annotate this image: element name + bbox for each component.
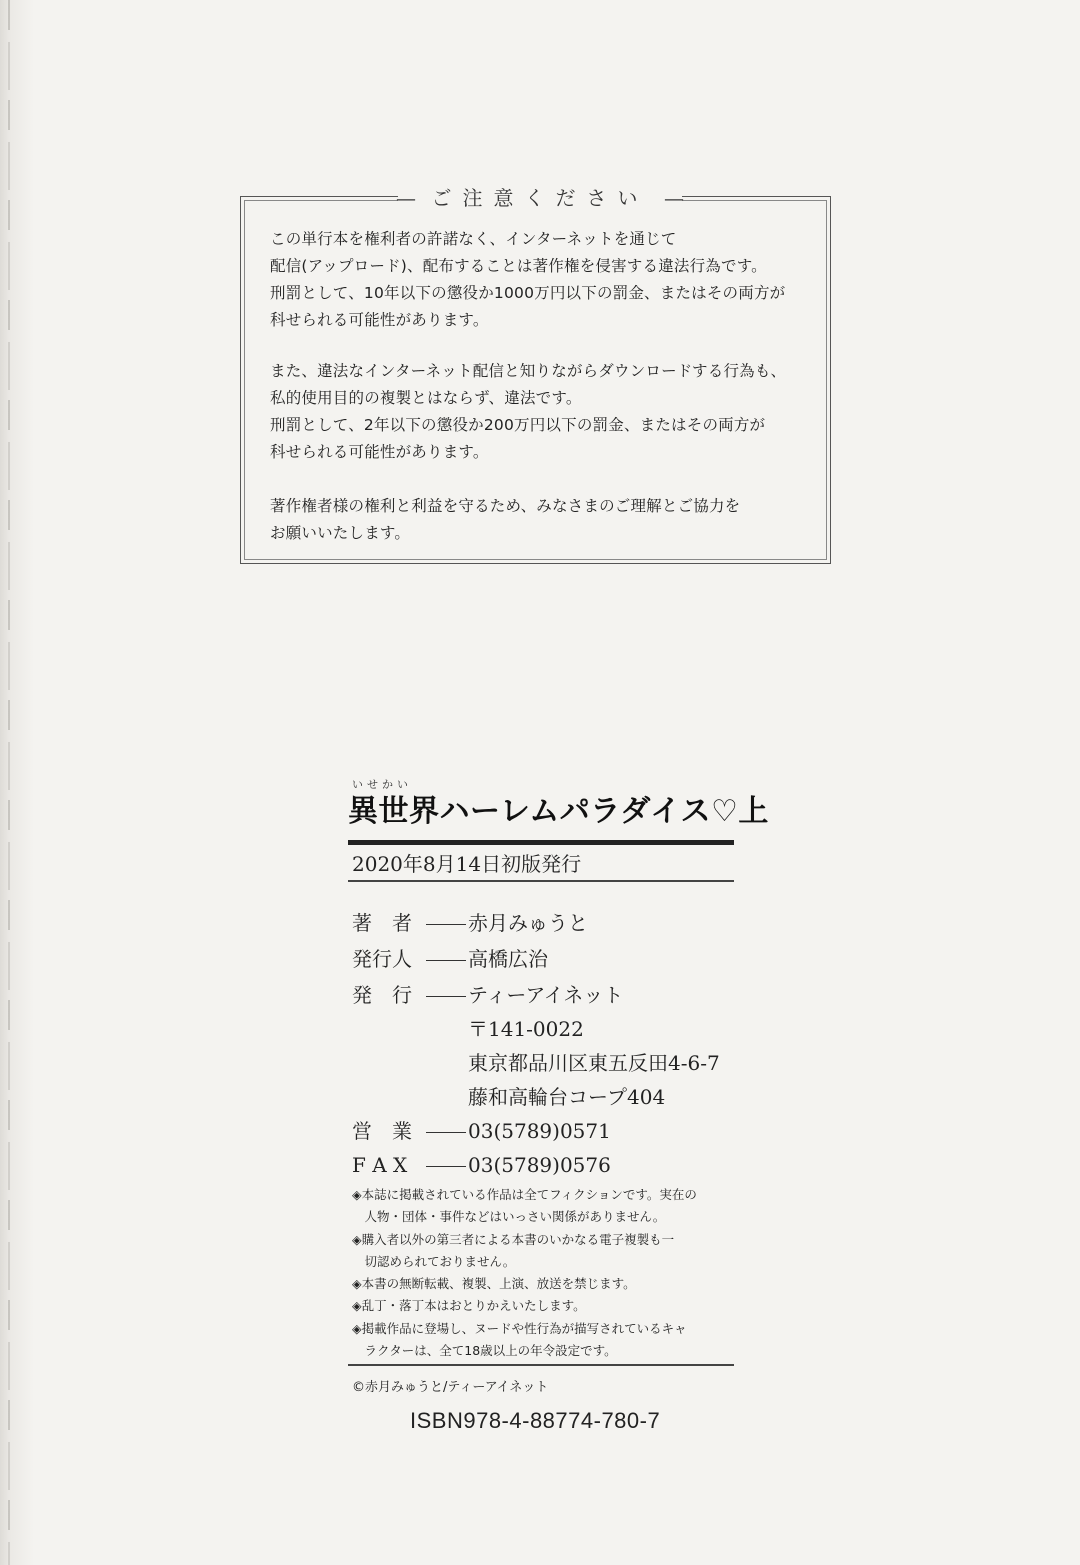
title-ruby: いせかい — [352, 778, 412, 791]
notice-line: 科せられる可能性があります。 — [270, 311, 489, 329]
note-line: ◈乱丁・落丁本はおとりかえいたします。 — [352, 1298, 586, 1314]
title-rule — [348, 840, 734, 845]
publisher-person-name: 高橋広治 — [468, 947, 548, 971]
author-label: 著 者 — [352, 911, 412, 935]
book-title: 異世界ハーレムパラダイス♡上 — [348, 794, 769, 829]
fax-label: F A X — [352, 1153, 408, 1177]
legal-notes — [352, 1184, 742, 1362]
isbn: ISBN978-4-88774-780-7 — [410, 1408, 661, 1433]
address-line-2: 藤和高輪台コープ404 — [468, 1085, 666, 1109]
sales-phone: 03(5789)0571 — [468, 1119, 611, 1143]
edition-date: 2020年8月14日初版発行 — [352, 852, 582, 876]
leader-dash — [426, 1132, 466, 1133]
notice-line: 私的使用目的の複製とはならず、違法です。 — [270, 389, 582, 407]
notice-title: — ご注意ください — — [398, 184, 682, 212]
leader-dash — [426, 960, 466, 961]
notice-paragraph-1 — [270, 226, 830, 334]
notice-line: また、違法なインターネット配信と知りながらダウンロードする行為も、 — [270, 362, 787, 380]
notice-line: お願いいたします。 — [270, 524, 411, 542]
note-line: 人物・団体・事件などはいっさい関係がありません。 — [352, 1209, 666, 1225]
notice-paragraph-3 — [270, 493, 830, 547]
notice-line: 配信(アップロード)、配布することは著作権を侵害する違法行為です。 — [270, 257, 767, 275]
note-line: 切認められておりません。 — [352, 1253, 516, 1269]
notice-line: 科せられる可能性があります。 — [270, 443, 489, 461]
leader-dash — [426, 1166, 466, 1167]
publisher-person-label: 発行人 — [352, 947, 412, 971]
note-line: ◈本書の無断転載、複製、上演、放送を禁じます。 — [352, 1276, 636, 1292]
publisher-name: ティーアイネット — [468, 983, 624, 1007]
note-line: ◈購入者以外の第三者による本書のいかなる電子複製も一 — [352, 1231, 675, 1247]
leader-dash — [426, 924, 466, 925]
publisher-label: 発 行 — [352, 983, 412, 1007]
copyright-line: ©赤月みゅうと/ティーアイネット — [352, 1380, 549, 1395]
notice-paragraph-2 — [270, 358, 830, 466]
note-line: ◈掲載作品に登場し、ヌードや性行為が描写されているキャ — [352, 1320, 687, 1336]
page-gutter-edge — [8, 0, 10, 1565]
page-gutter-shadow — [0, 0, 34, 1565]
note-line: ◈本誌に掲載されている作品は全てフィクションです。実在の — [352, 1187, 697, 1202]
fax-row — [352, 1150, 611, 1180]
notice-line: この単行本を権利者の許諾なく、インターネットを通じて — [270, 230, 677, 248]
notice-line: 刑罰として、10年以下の懲役か1000万円以下の罰金、またはその両方が — [270, 284, 786, 302]
fax-number: 03(5789)0576 — [468, 1153, 611, 1177]
publisher-person-row — [352, 944, 548, 974]
address-line-1: 東京都品川区東五反田4-6-7 — [468, 1051, 720, 1075]
notice-line: 著作権者様の権利と利益を守るため、みなさまのご理解とご協力を — [270, 497, 741, 515]
leader-dash — [426, 996, 466, 997]
postal-code: 〒141-0022 — [468, 1017, 584, 1041]
author-row — [352, 908, 588, 938]
notice-line: 刑罰として、2年以下の懲役か200万円以下の罰金、またはその両方が — [270, 416, 766, 434]
notes-rule — [348, 1364, 734, 1366]
note-line: ラクターは、全て18歳以上の年令設定です。 — [352, 1343, 617, 1359]
sales-label: 営 業 — [352, 1119, 412, 1143]
sales-row — [352, 1116, 611, 1146]
publisher-row — [352, 980, 623, 1010]
author-name: 赤月みゅうと — [468, 911, 588, 935]
edition-rule — [348, 880, 734, 882]
